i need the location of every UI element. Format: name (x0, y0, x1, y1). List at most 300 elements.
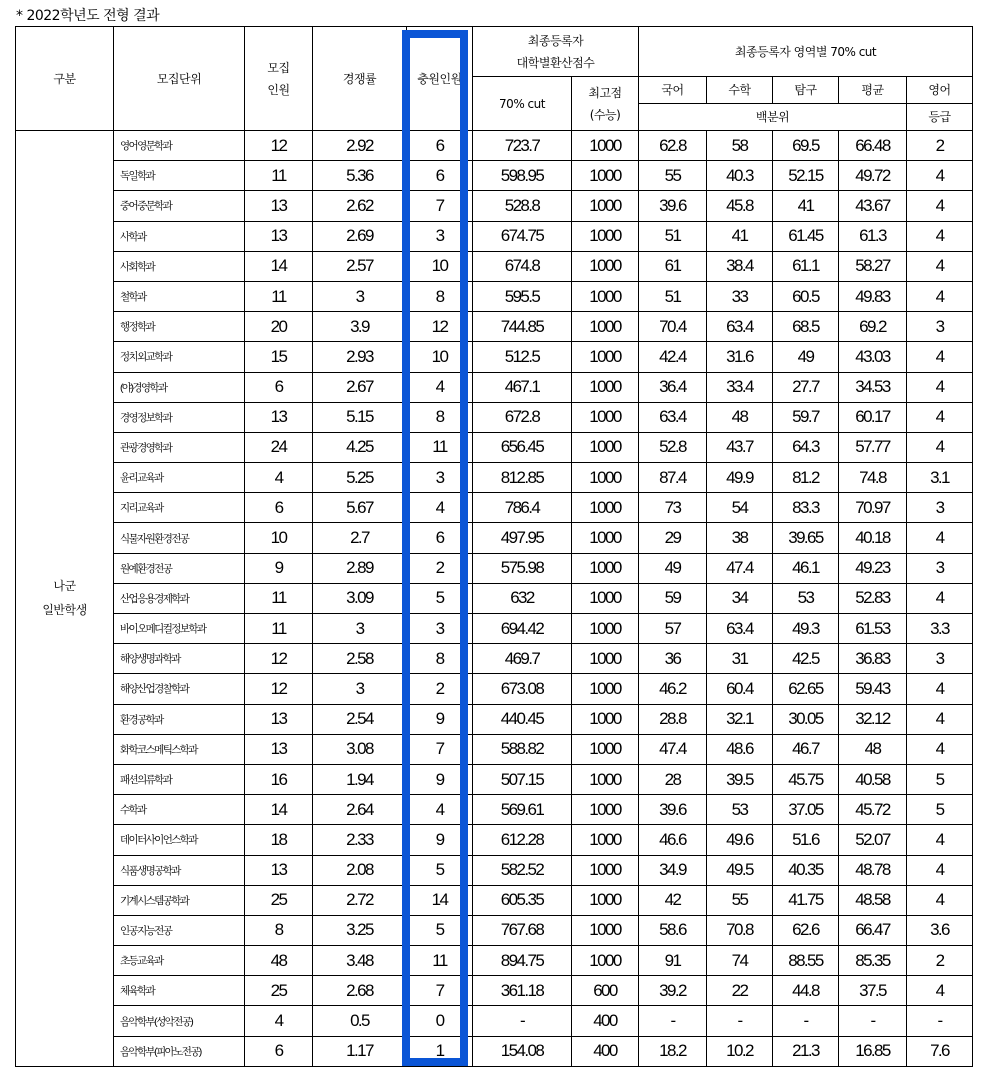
cell-avg: 85.35 (839, 946, 907, 976)
admission-results-table (15, 26, 973, 1067)
cell-avg: - (839, 1006, 907, 1036)
cell-cut70: 656.45 (473, 432, 572, 462)
table-row (16, 583, 973, 613)
cell-eng: 2 (907, 946, 973, 976)
cell-eng: 4 (907, 281, 973, 311)
cell-eng: 4 (907, 583, 973, 613)
table-row (16, 976, 973, 1006)
cell-math: 22 (707, 976, 773, 1006)
cell-avg: 57.77 (839, 432, 907, 462)
cell-math: 43.7 (707, 432, 773, 462)
cell-math: 60.4 (707, 674, 773, 704)
cell-math: 70.8 (707, 915, 773, 945)
cell-max: 1000 (572, 161, 639, 191)
cell-avg: 52.07 (839, 825, 907, 855)
cell-extra: 7 (407, 191, 473, 221)
cell-extra: 6 (407, 523, 473, 553)
cell-extra: 14 (407, 885, 473, 915)
cell-cut70: 497.95 (473, 523, 572, 553)
cell-dept: 윤리교육과 (114, 463, 245, 493)
table-row (16, 855, 973, 885)
table-row (16, 553, 973, 583)
cell-inq: 39.65 (773, 523, 839, 553)
cell-max: 1000 (572, 372, 639, 402)
table-row (16, 463, 973, 493)
cell-eng: 4 (907, 372, 973, 402)
cell-inq: 42.5 (773, 644, 839, 674)
cell-ratio: 2.64 (313, 795, 407, 825)
cell-inq: 41 (773, 191, 839, 221)
cell-inq: 60.5 (773, 281, 839, 311)
table-caption: * 2022학년도 전형 결과 (16, 8, 160, 24)
header-inquiry: 탐구 (773, 77, 839, 104)
cell-cut70: 595.5 (473, 281, 572, 311)
cell-kor: 70.4 (639, 312, 707, 342)
table-row (16, 614, 973, 644)
cell-avg: 40.58 (839, 764, 907, 794)
cell-cut70: 154.08 (473, 1036, 572, 1066)
cell-eng: 4 (907, 885, 973, 915)
table-row (16, 251, 973, 281)
cell-dept: 음악학부(성악전공) (114, 1006, 245, 1036)
cell-ratio: 0.5 (313, 1006, 407, 1036)
cell-eng: 4 (907, 251, 973, 281)
cell-extra: 4 (407, 493, 473, 523)
cell-max: 1000 (572, 432, 639, 462)
table-row (16, 734, 973, 764)
header-english: 영어 (907, 77, 973, 104)
cell-math: 49.6 (707, 825, 773, 855)
header-grade: 등급 (907, 104, 973, 131)
cell-dept: 원예환경전공 (114, 553, 245, 583)
cell-eng: 3 (907, 312, 973, 342)
cell-quota: 12 (245, 131, 313, 161)
cell-kor: 42 (639, 885, 707, 915)
cell-inq: 83.3 (773, 493, 839, 523)
cell-cut70: 582.52 (473, 855, 572, 885)
cell-quota: 13 (245, 734, 313, 764)
cell-avg: 36.83 (839, 644, 907, 674)
cell-inq: 27.7 (773, 372, 839, 402)
cell-ratio: 2.89 (313, 553, 407, 583)
cell-ratio: 2.33 (313, 825, 407, 855)
cell-quota: 11 (245, 281, 313, 311)
cell-inq: 61.1 (773, 251, 839, 281)
cell-max: 1000 (572, 493, 639, 523)
cell-cut70: 598.95 (473, 161, 572, 191)
cell-cut70: 694.42 (473, 614, 572, 644)
cell-cut70: 440.45 (473, 704, 572, 734)
cell-quota: 4 (245, 1006, 313, 1036)
cell-ratio: 3 (313, 674, 407, 704)
cell-ratio: 2.92 (313, 131, 407, 161)
table-row (16, 342, 973, 372)
cell-kor: 61 (639, 251, 707, 281)
cell-dept: 산업응용경제학과 (114, 583, 245, 613)
cell-extra: 2 (407, 674, 473, 704)
cell-cut70: 744.85 (473, 312, 572, 342)
cell-inq: 49 (773, 342, 839, 372)
cell-inq: 46.7 (773, 734, 839, 764)
cell-kor: 51 (639, 221, 707, 251)
cell-ratio: 3 (313, 281, 407, 311)
cell-quota: 24 (245, 432, 313, 462)
table-row (16, 704, 973, 734)
cell-kor: 42.4 (639, 342, 707, 372)
table-row (16, 1036, 973, 1066)
cell-avg: 48 (839, 734, 907, 764)
cell-dept: 바이오메디컬정보학과 (114, 614, 245, 644)
cell-eng: 4 (907, 976, 973, 1006)
header-extra: 충원인원 (407, 27, 473, 131)
cell-math: 41 (707, 221, 773, 251)
cell-avg: 59.43 (839, 674, 907, 704)
table-row (16, 825, 973, 855)
cell-eng: 7.6 (907, 1036, 973, 1066)
cell-math: 39.5 (707, 764, 773, 794)
cell-quota: 12 (245, 644, 313, 674)
cell-inq: 68.5 (773, 312, 839, 342)
cell-avg: 61.53 (839, 614, 907, 644)
header-ratio: 경쟁률 (313, 27, 407, 131)
cell-ratio: 2.7 (313, 523, 407, 553)
cell-max: 1000 (572, 734, 639, 764)
cell-max: 1000 (572, 855, 639, 885)
cell-inq: 30.05 (773, 704, 839, 734)
cell-kor: 29 (639, 523, 707, 553)
cell-max: 1000 (572, 825, 639, 855)
header-avg: 평균 (839, 77, 907, 104)
cell-extra: 5 (407, 855, 473, 885)
cell-inq: 21.3 (773, 1036, 839, 1066)
cell-math: 31.6 (707, 342, 773, 372)
table-row (16, 131, 973, 161)
cell-cut70: 672.8 (473, 402, 572, 432)
cell-math: 38.4 (707, 251, 773, 281)
cell-avg: 74.8 (839, 463, 907, 493)
cell-max: 1000 (572, 704, 639, 734)
cell-eng: 3.6 (907, 915, 973, 945)
cell-math: 49.5 (707, 855, 773, 885)
cell-extra: 7 (407, 976, 473, 1006)
cell-math: 58 (707, 131, 773, 161)
cell-inq: 46.1 (773, 553, 839, 583)
cell-extra: 4 (407, 795, 473, 825)
cell-inq: 88.55 (773, 946, 839, 976)
table-row (16, 493, 973, 523)
cell-avg: 60.17 (839, 402, 907, 432)
cell-ratio: 2.58 (313, 644, 407, 674)
cell-ratio: 2.54 (313, 704, 407, 734)
table-row (16, 191, 973, 221)
cell-quota: 6 (245, 372, 313, 402)
cell-avg: 69.2 (839, 312, 907, 342)
table-row (16, 764, 973, 794)
cell-max: 1000 (572, 614, 639, 644)
cell-dept: 영어영문학과 (114, 131, 245, 161)
cell-extra: 2 (407, 553, 473, 583)
cell-dept: 해양산업경찰학과 (114, 674, 245, 704)
cell-extra: 12 (407, 312, 473, 342)
cell-kor: 28 (639, 764, 707, 794)
cell-eng: 3 (907, 553, 973, 583)
cell-quota: 6 (245, 1036, 313, 1066)
cell-dept: 식물자원환경전공 (114, 523, 245, 553)
cell-dept: (야)경영학과 (114, 372, 245, 402)
cell-quota: 18 (245, 825, 313, 855)
cell-extra: 7 (407, 734, 473, 764)
cell-math: 34 (707, 583, 773, 613)
cell-max: 1000 (572, 553, 639, 583)
cell-dept: 음악학부(피아노전공) (114, 1036, 245, 1066)
cell-dept: 사학과 (114, 221, 245, 251)
cell-inq: 53 (773, 583, 839, 613)
cell-inq: 44.8 (773, 976, 839, 1006)
cell-math: 63.4 (707, 312, 773, 342)
cell-dept: 행정학과 (114, 312, 245, 342)
cell-math: 48.6 (707, 734, 773, 764)
cell-extra: 0 (407, 1006, 473, 1036)
cell-cut70: 588.82 (473, 734, 572, 764)
header-max: 최고점 (수능) (572, 77, 639, 131)
cell-kor: 34.9 (639, 855, 707, 885)
cell-cut70: 569.61 (473, 795, 572, 825)
cell-math: 33.4 (707, 372, 773, 402)
cell-quota: 13 (245, 855, 313, 885)
cell-quota: 20 (245, 312, 313, 342)
cell-cut70: 612.28 (473, 825, 572, 855)
cell-kor: 46.2 (639, 674, 707, 704)
cell-dept: 해양생명과학과 (114, 644, 245, 674)
table-row (16, 281, 973, 311)
cell-dept: 수학과 (114, 795, 245, 825)
cell-quota: 6 (245, 493, 313, 523)
cell-ratio: 1.94 (313, 764, 407, 794)
cell-avg: 70.97 (839, 493, 907, 523)
cell-kor: 52.8 (639, 432, 707, 462)
cell-max: 1000 (572, 312, 639, 342)
cell-quota: 25 (245, 885, 313, 915)
cell-extra: 11 (407, 432, 473, 462)
cell-max: 1000 (572, 795, 639, 825)
cell-eng: 4 (907, 161, 973, 191)
cell-quota: 13 (245, 704, 313, 734)
cell-cut70: 575.98 (473, 553, 572, 583)
cell-kor: 46.6 (639, 825, 707, 855)
cell-kor: 36.4 (639, 372, 707, 402)
table-row (16, 312, 973, 342)
cell-extra: 5 (407, 915, 473, 945)
cell-avg: 43.67 (839, 191, 907, 221)
cell-max: 1000 (572, 523, 639, 553)
cell-eng: - (907, 1006, 973, 1036)
table-row (16, 523, 973, 553)
cell-quota: 48 (245, 946, 313, 976)
header-dept: 모집단위 (114, 27, 245, 131)
table-row (16, 432, 973, 462)
cell-ratio: 2.08 (313, 855, 407, 885)
table-row (16, 161, 973, 191)
cell-eng: 2 (907, 131, 973, 161)
cell-eng: 4 (907, 734, 973, 764)
cell-dept: 식품생명공학과 (114, 855, 245, 885)
cell-quota: 15 (245, 342, 313, 372)
cell-dept: 화학코스메틱스학과 (114, 734, 245, 764)
cell-quota: 13 (245, 221, 313, 251)
header-korean: 국어 (639, 77, 707, 104)
header-quota: 모집 인원 (245, 27, 313, 131)
cell-dept: 관광경영학과 (114, 432, 245, 462)
cell-extra: 6 (407, 161, 473, 191)
cell-max: 1000 (572, 674, 639, 704)
cell-dept: 독일학과 (114, 161, 245, 191)
cell-max: 1000 (572, 131, 639, 161)
header-cut70: 70% cut (473, 77, 572, 131)
cell-dept: 중어중문학과 (114, 191, 245, 221)
cell-kor: 73 (639, 493, 707, 523)
cell-ratio: 5.25 (313, 463, 407, 493)
cell-inq: - (773, 1006, 839, 1036)
cell-dept: 패션의류학과 (114, 764, 245, 794)
cell-math: 53 (707, 795, 773, 825)
cell-avg: 66.48 (839, 131, 907, 161)
cell-ratio: 3.09 (313, 583, 407, 613)
cell-inq: 49.3 (773, 614, 839, 644)
cell-max: 1000 (572, 251, 639, 281)
cell-ratio: 3.48 (313, 946, 407, 976)
cell-max: 400 (572, 1036, 639, 1066)
cell-avg: 52.83 (839, 583, 907, 613)
table-row (16, 674, 973, 704)
cell-math: 74 (707, 946, 773, 976)
cell-inq: 61.45 (773, 221, 839, 251)
cell-cut70: 723.7 (473, 131, 572, 161)
cell-extra: 4 (407, 372, 473, 402)
cell-kor: 36 (639, 644, 707, 674)
table-row (16, 402, 973, 432)
cell-eng: 4 (907, 342, 973, 372)
cell-extra: 8 (407, 644, 473, 674)
cell-kor: 39.6 (639, 191, 707, 221)
cell-cut70: 767.68 (473, 915, 572, 945)
cell-extra: 9 (407, 704, 473, 734)
cell-math: 47.4 (707, 553, 773, 583)
cell-max: 1000 (572, 402, 639, 432)
cell-ratio: 1.17 (313, 1036, 407, 1066)
cell-math: 38 (707, 523, 773, 553)
cell-avg: 49.23 (839, 553, 907, 583)
cell-quota: 12 (245, 674, 313, 704)
cell-dept: 정치외교학과 (114, 342, 245, 372)
cell-extra: 1 (407, 1036, 473, 1066)
cell-avg: 40.18 (839, 523, 907, 553)
cell-quota: 14 (245, 251, 313, 281)
cell-kor: 63.4 (639, 402, 707, 432)
cell-ratio: 5.15 (313, 402, 407, 432)
cell-eng: 3.1 (907, 463, 973, 493)
cell-kor: 47.4 (639, 734, 707, 764)
cell-ratio: 2.72 (313, 885, 407, 915)
cell-cut70: 469.7 (473, 644, 572, 674)
cell-cut70: 786.4 (473, 493, 572, 523)
cell-extra: 11 (407, 946, 473, 976)
table-row (16, 221, 973, 251)
cell-inq: 69.5 (773, 131, 839, 161)
cell-math: 33 (707, 281, 773, 311)
cell-math: 63.4 (707, 614, 773, 644)
cell-cut70: 467.1 (473, 372, 572, 402)
cell-quota: 10 (245, 523, 313, 553)
cell-eng: 4 (907, 674, 973, 704)
header-score-group: 최종등록자 대학별환산점수 (473, 27, 639, 77)
cell-eng: 4 (907, 523, 973, 553)
cell-eng: 4 (907, 191, 973, 221)
cell-inq: 51.6 (773, 825, 839, 855)
cell-math: 49.9 (707, 463, 773, 493)
cell-eng: 3 (907, 644, 973, 674)
cell-kor: 58.6 (639, 915, 707, 945)
cell-eng: 3.3 (907, 614, 973, 644)
table-row (16, 372, 973, 402)
table-row (16, 795, 973, 825)
cell-extra: 3 (407, 221, 473, 251)
cell-dept: 환경공학과 (114, 704, 245, 734)
cell-math: 40.3 (707, 161, 773, 191)
table-row (16, 915, 973, 945)
cell-avg: 58.27 (839, 251, 907, 281)
cell-math: 31 (707, 644, 773, 674)
cell-avg: 37.5 (839, 976, 907, 1006)
cell-kor: 39.2 (639, 976, 707, 1006)
cell-avg: 48.78 (839, 855, 907, 885)
cell-kor: 18.2 (639, 1036, 707, 1066)
cell-kor: - (639, 1006, 707, 1036)
cell-avg: 16.85 (839, 1036, 907, 1066)
cell-ratio: 2.93 (313, 342, 407, 372)
cell-avg: 49.72 (839, 161, 907, 191)
cell-kor: 28.8 (639, 704, 707, 734)
cell-kor: 59 (639, 583, 707, 613)
cell-quota: 25 (245, 976, 313, 1006)
table-row (16, 1006, 973, 1036)
cell-max: 1000 (572, 644, 639, 674)
cell-extra: 8 (407, 281, 473, 311)
cell-max: 1000 (572, 342, 639, 372)
cell-math: - (707, 1006, 773, 1036)
cell-eng: 4 (907, 704, 973, 734)
group-cell: 나군 일반학생 (16, 131, 114, 1067)
cell-dept: 데이터사이언스학과 (114, 825, 245, 855)
cell-inq: 45.75 (773, 764, 839, 794)
table-row (16, 644, 973, 674)
cell-extra: 10 (407, 251, 473, 281)
cell-avg: 48.58 (839, 885, 907, 915)
cell-quota: 4 (245, 463, 313, 493)
cell-quota: 13 (245, 191, 313, 221)
header-group: 구분 (16, 27, 114, 131)
header-percentile: 백분위 (639, 104, 907, 131)
cell-extra: 3 (407, 463, 473, 493)
cell-ratio: 2.69 (313, 221, 407, 251)
cell-ratio: 3.25 (313, 915, 407, 945)
cell-extra: 9 (407, 764, 473, 794)
cell-inq: 62.6 (773, 915, 839, 945)
cell-kor: 62.8 (639, 131, 707, 161)
cell-math: 55 (707, 885, 773, 915)
cell-max: 600 (572, 976, 639, 1006)
cell-extra: 8 (407, 402, 473, 432)
header-area-group: 최종등록자 영역별 70% cut (639, 27, 973, 77)
